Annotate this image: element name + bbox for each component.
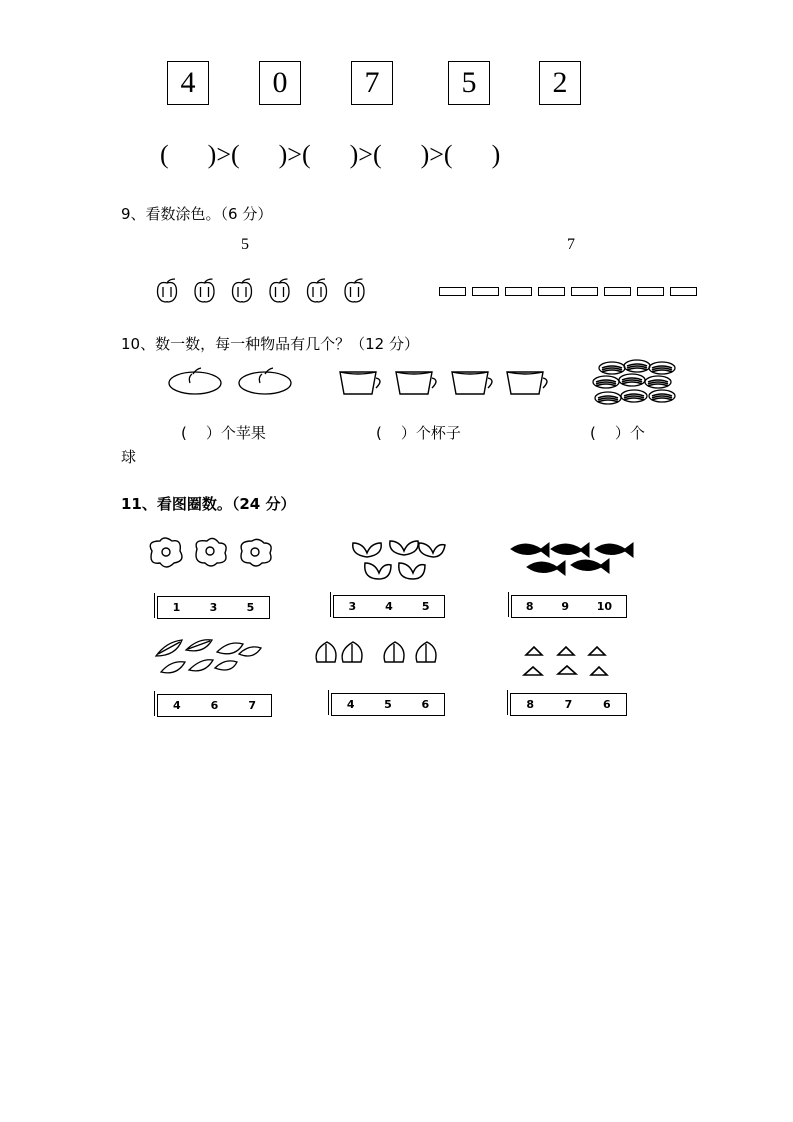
q11-number[interactable]: 4 xyxy=(173,699,181,712)
q11-box-2 xyxy=(333,595,445,618)
ball-icon xyxy=(592,360,688,415)
q10-title: 10、数一数，每一种物品有几个？（12 分） xyxy=(121,335,419,353)
q9-title: 9、看数涂色。（6 分） xyxy=(121,205,273,223)
digit-box-3 xyxy=(351,61,393,105)
apple-icon[interactable] xyxy=(270,279,289,302)
digit-box-1 xyxy=(167,61,209,105)
digit: 2 xyxy=(552,66,568,99)
ball-icon xyxy=(645,376,671,388)
apple-icon[interactable] xyxy=(158,279,177,302)
digit-box-4 xyxy=(448,61,490,105)
cup-icon xyxy=(338,368,550,400)
ball-icon xyxy=(649,362,675,374)
q11-number[interactable]: 3 xyxy=(209,601,218,614)
color-rect[interactable] xyxy=(439,287,466,296)
fish-icon xyxy=(507,539,637,577)
apple-icon[interactable] xyxy=(345,279,364,302)
color-rect[interactable] xyxy=(670,287,697,296)
ball-icon xyxy=(595,392,621,404)
ball-icon xyxy=(599,362,625,374)
q10-balls-label: ( ）个 xyxy=(590,424,645,442)
q11-number[interactable]: 1 xyxy=(172,601,181,614)
digit-box-2 xyxy=(259,61,301,105)
q9-right-number: 7 xyxy=(567,236,575,253)
q11-number[interactable]: 4 xyxy=(385,600,393,613)
apple-icon[interactable] xyxy=(195,279,214,302)
digit: 5 xyxy=(461,66,477,99)
ball-icon xyxy=(649,390,675,402)
q11-number[interactable]: 10 xyxy=(596,600,613,613)
ball-icon xyxy=(621,390,647,402)
q11-number[interactable]: 6 xyxy=(210,699,219,712)
digit-box-5 xyxy=(539,61,581,105)
color-rect[interactable] xyxy=(604,287,631,296)
q11-number[interactable]: 3 xyxy=(348,600,357,613)
leaf-icon xyxy=(153,636,265,678)
color-rect[interactable] xyxy=(538,287,565,296)
q11-number[interactable]: 9 xyxy=(561,600,569,613)
q11-number[interactable]: 6 xyxy=(602,698,611,711)
color-rect[interactable] xyxy=(505,287,532,296)
digit: 4 xyxy=(180,66,196,99)
ball-icon xyxy=(619,374,645,386)
ball-icon xyxy=(624,360,650,372)
q11-title: 11、看图圈数。（24 分） xyxy=(121,495,296,513)
q11-box-3 xyxy=(511,595,627,618)
q11-number[interactable]: 5 xyxy=(384,698,392,711)
compare-row: ( )>( )>( )>( )>( ) xyxy=(160,140,501,169)
q11-box-6 xyxy=(510,693,627,716)
q11-box-4 xyxy=(157,694,272,717)
q10-apples-label: ( ）个苹果 xyxy=(181,424,266,442)
butterfly-icon xyxy=(345,539,447,583)
color-rect[interactable] xyxy=(571,287,598,296)
q9-apple-group xyxy=(155,277,370,307)
q10-balls-label-wrap: 球 xyxy=(121,448,137,466)
q11-number[interactable]: 4 xyxy=(346,698,355,711)
flower-icon xyxy=(147,537,282,569)
peach-icon xyxy=(313,640,443,666)
q10-cups-label: ( ）个杯子 xyxy=(376,424,461,442)
color-rect[interactable] xyxy=(472,287,499,296)
triangle-icon xyxy=(521,644,616,678)
q11-number[interactable]: 6 xyxy=(421,698,430,711)
q11-number[interactable]: 8 xyxy=(525,600,534,613)
q11-box-1 xyxy=(157,596,270,619)
apple-icon xyxy=(168,366,293,396)
digit: 7 xyxy=(364,66,380,99)
ball-icon xyxy=(593,376,619,388)
digit: 0 xyxy=(272,66,288,99)
q11-number[interactable]: 8 xyxy=(526,698,534,711)
q11-number[interactable]: 5 xyxy=(421,600,430,613)
q11-number[interactable]: 5 xyxy=(246,601,255,614)
q9-left-number: 5 xyxy=(241,236,249,253)
apple-icon[interactable] xyxy=(233,279,252,302)
q11-number[interactable]: 7 xyxy=(564,698,573,711)
q11-number[interactable]: 7 xyxy=(248,699,256,712)
q11-box-5 xyxy=(331,693,445,716)
apple-icon[interactable] xyxy=(308,279,327,302)
color-rect[interactable] xyxy=(637,287,664,296)
